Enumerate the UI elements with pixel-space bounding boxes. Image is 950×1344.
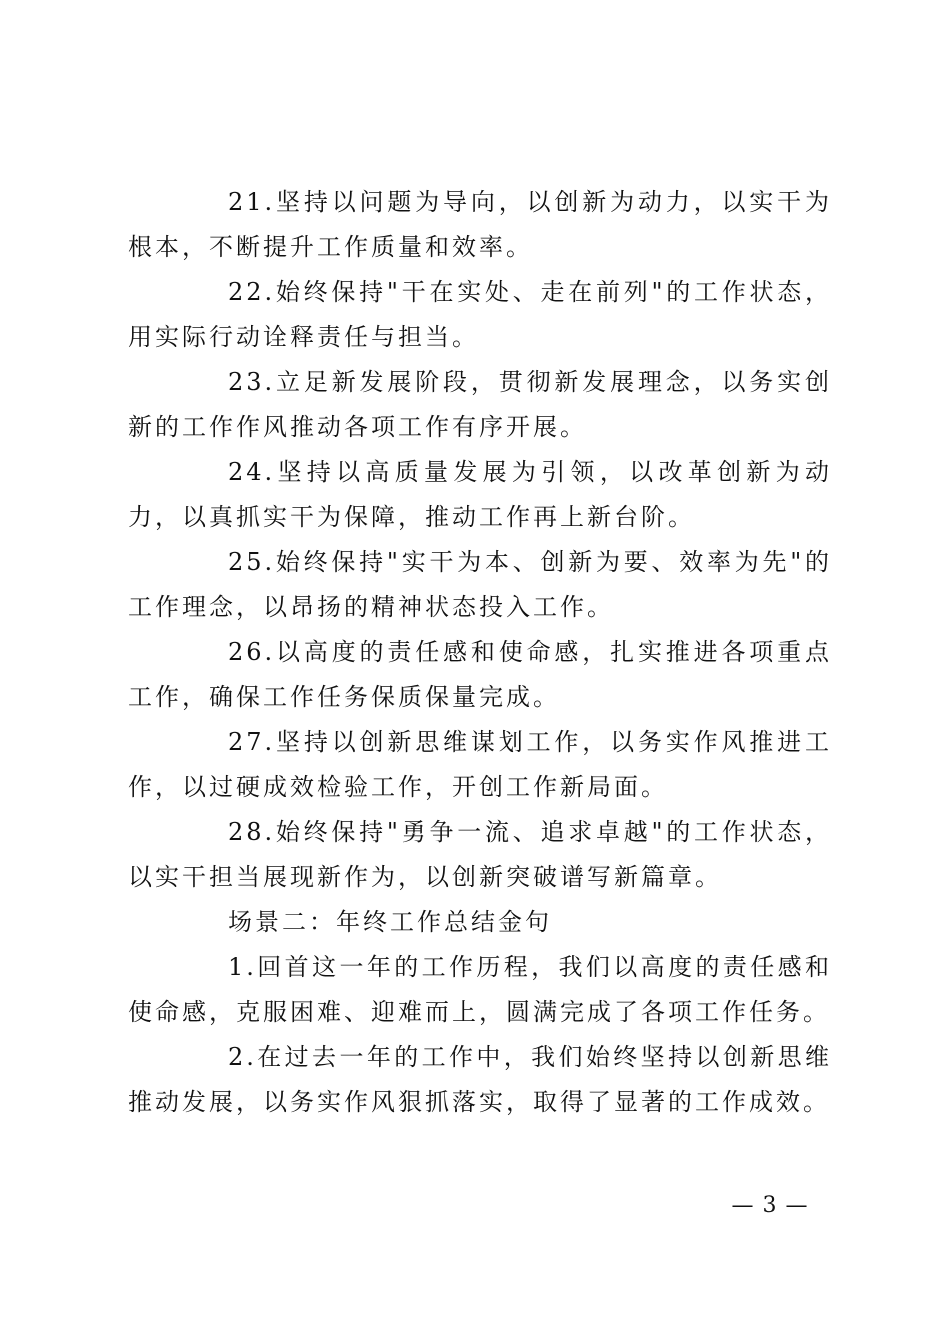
paragraph-item: 1.回首这一年的工作历程，我们以高度的责任感和使命感，克服困难、迎难而上，圆满完成了各项工作任务。 — [128, 953, 832, 1026]
document-body — [128, 180, 832, 1125]
paragraph-item: 27.坚持以创新思维谋划工作，以务实作风推进工作，以过硬成效检验工作，开创工作新局面。 — [128, 728, 832, 801]
section-heading: 场景二：年终工作总结金句 — [228, 908, 552, 936]
paragraph-item: 21.坚持以问题为导向，以创新为动力，以实干为根本，不断提升工作质量和效率。 — [128, 188, 832, 261]
paragraph-item: 25.始终保持"实干为本、创新为要、效率为先"的工作理念，以昂扬的精神状态投入工作。 — [128, 548, 832, 621]
paragraph-item: 24.坚持以高质量发展为引领，以改革创新为动力，以真抓实干为保障，推动工作再上新台阶。 — [128, 458, 832, 531]
paragraph-item: 26.以高度的责任感和使命感，扎实推进各项重点工作，确保工作任务保质保量完成。 — [128, 638, 832, 711]
page-number: — 3 — — [731, 1193, 809, 1218]
paragraph-item: 28.始终保持"勇争一流、追求卓越"的工作状态，以实干担当展现新作为，以创新突破谱写新篇章。 — [128, 818, 832, 891]
paragraph-item: 2.在过去一年的工作中，我们始终坚持以创新思维推动发展，以务实作风狠抓落实，取得了显著的工作成效。 — [128, 1043, 832, 1116]
paragraph-item: 23.立足新发展阶段，贯彻新发展理念，以务实创新的工作作风推动各项工作有序开展。 — [128, 368, 832, 441]
paragraph-item: 22.始终保持"干在实处、走在前列"的工作状态，用实际行动诠释责任与担当。 — [128, 278, 832, 351]
